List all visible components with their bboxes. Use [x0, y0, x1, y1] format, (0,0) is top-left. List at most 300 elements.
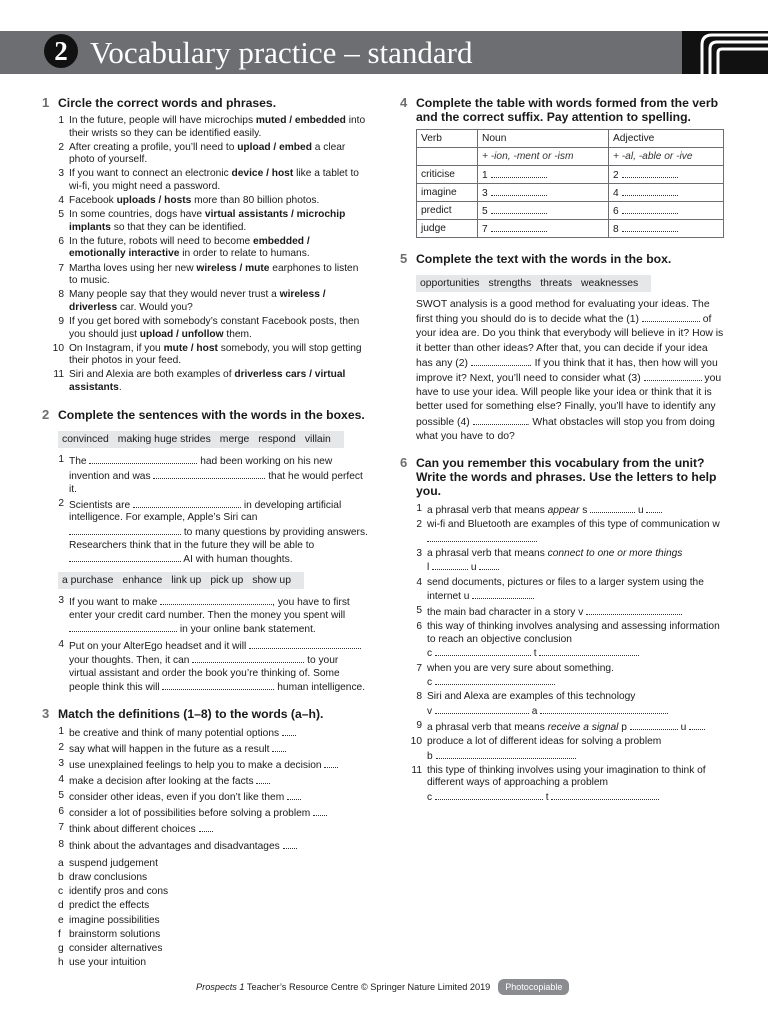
item-text: [69, 289, 368, 314]
text-segment: p: [618, 721, 630, 733]
text-segment: like a tablet to wi-fi, you might need a password.: [69, 168, 359, 192]
answer-choice: wireless / mute: [196, 262, 270, 274]
adjective-cell: [609, 202, 724, 220]
text-segment: to your virtual assistant and order the book you’re thinking of. Some people think this will: [69, 655, 340, 694]
box-word: a purchase: [62, 575, 114, 587]
answer-blank: [160, 595, 272, 605]
item-text: [69, 915, 368, 928]
answer-blank: [436, 749, 576, 759]
word-formation-table: [416, 129, 724, 238]
text-segment: The: [69, 456, 90, 468]
item-number: b: [58, 872, 64, 884]
definition-item: [42, 822, 368, 837]
answer-blank: [551, 790, 659, 800]
text-segment: Many people say that they would never trust a: [69, 289, 280, 301]
answer-blank: [540, 704, 668, 714]
item-text: [69, 758, 368, 773]
box-word: threats: [540, 278, 573, 289]
answer-blank: [282, 726, 296, 736]
text-segment: 1: [482, 170, 491, 181]
item-text: [69, 236, 368, 261]
verb-cell: predict: [417, 202, 478, 220]
answer-blank: [435, 704, 529, 714]
answer-choice: embedded / emotionally interactive: [69, 235, 310, 260]
list-item: [42, 115, 368, 140]
item-number: c: [58, 886, 64, 898]
text-segment: predict the effects: [69, 900, 150, 912]
list-item: [400, 605, 726, 620]
text-segment: c: [427, 648, 435, 660]
box-word: convinced: [62, 434, 109, 446]
answer-blank: [133, 498, 241, 508]
noun-cell: [478, 220, 609, 238]
exercise-number: 2: [42, 407, 50, 423]
answer-choice: uploads / hosts: [116, 195, 192, 207]
answer-blank: [646, 503, 662, 513]
item-line: [427, 663, 726, 676]
box-word: pick up: [210, 575, 244, 587]
exercise-number: 6: [400, 455, 408, 471]
list-item: [400, 548, 726, 575]
item-number: 4: [58, 638, 64, 650]
text-segment: u: [635, 505, 647, 517]
item-number: a: [58, 858, 64, 870]
table-hint: + -ion, -ment or -ism: [478, 148, 609, 166]
answer-blank: [586, 605, 682, 615]
item-number: 5: [58, 209, 64, 221]
item-number: 11: [53, 369, 64, 381]
text-segment: On Instagram, if you: [69, 342, 164, 354]
definition-list: [42, 726, 368, 853]
text-segment: wi-fi and Bluetooth are examples of this type of communication w: [427, 519, 720, 531]
answer-blank: [162, 680, 274, 690]
item-line: [427, 519, 726, 546]
text-segment: send documents, pictures or files to a larger system using the internet u: [427, 576, 704, 603]
item-text: [69, 726, 368, 741]
definition-item: [42, 742, 368, 757]
answer-blank: [435, 646, 531, 656]
list-item: [400, 577, 726, 604]
list-item: [42, 168, 368, 193]
box-word: respond: [258, 434, 296, 446]
word-item: [42, 957, 368, 970]
noun-cell: [478, 202, 609, 220]
list-item: [400, 663, 726, 690]
exercise-instruction: Match the definitions (1–8) to the words (a–h).: [58, 706, 324, 721]
item-line: [427, 503, 726, 518]
item-number: 8: [58, 289, 64, 301]
text-segment: use unexplained feelings to help you to make a decision: [69, 760, 325, 772]
item-text: [69, 454, 368, 496]
text-segment: you have to use your idea. Will people like your idea or think that it is better used for something else? Finally, you’ll have to identify any possible (4): [416, 373, 722, 428]
page-header: [0, 31, 768, 74]
list-item: [42, 639, 368, 695]
text-segment: If you want to connect an electronic: [69, 168, 232, 180]
definition-item: [42, 758, 368, 773]
text-segment: make a decision after looking at the facts: [69, 776, 257, 788]
word-item: [42, 943, 368, 956]
item-text: [427, 503, 726, 518]
answer-blank: [622, 204, 678, 214]
left-column: [42, 96, 368, 979]
word-item: [42, 886, 368, 899]
answer-blank: [287, 790, 301, 800]
item-number: 7: [416, 662, 422, 674]
text-segment: 3: [482, 188, 491, 199]
answer-blank: [473, 415, 527, 425]
answer-blank: [199, 822, 213, 832]
item-text: [427, 663, 726, 690]
box-word: weaknesses: [581, 278, 639, 289]
word-item: [42, 872, 368, 885]
text-segment: 6: [613, 206, 622, 217]
word-item: [42, 900, 368, 913]
box-word: strengths: [488, 278, 532, 289]
answer-choice: virtual assistants / microchip implants: [69, 209, 346, 233]
text-segment: brainstorm solutions: [69, 928, 161, 940]
item-number: 4: [416, 576, 422, 588]
table-body: [417, 166, 724, 238]
right-column: [400, 96, 726, 815]
answer-blank: [471, 356, 529, 366]
item-number: 2: [58, 497, 64, 509]
item-text: [69, 343, 368, 368]
word-box-1: [58, 431, 344, 448]
answer-blank: [491, 168, 547, 178]
item-text: [69, 639, 368, 695]
item-text: [427, 548, 726, 575]
answer-choice: upload / embed: [237, 141, 312, 153]
answer-blank: [644, 371, 702, 381]
text-segment: 8: [613, 224, 622, 235]
answer-blank: [256, 774, 270, 784]
item-line: [427, 646, 726, 661]
item-text: [427, 519, 726, 546]
item-line: [427, 736, 726, 749]
book-title: Prospects 1: [196, 982, 245, 992]
answer-choice: driverless cars / virtual assistants: [69, 369, 346, 393]
list-item: [42, 454, 368, 496]
list-item: [42, 369, 368, 394]
text-segment: a phrasal verb that means: [427, 721, 548, 733]
text-segment: be creative and think of many potential options: [69, 727, 282, 739]
exercise-instruction: Complete the sentences with the words in the boxes.: [58, 408, 365, 423]
text-segment: say what will happen in the future as a result: [69, 743, 273, 755]
adjective-cell: [609, 184, 724, 202]
text-segment: Martha loves using her new: [69, 262, 197, 274]
item-line: [427, 749, 726, 764]
verb-cell: judge: [417, 220, 478, 238]
text-segment: them.: [223, 328, 252, 340]
adjective-cell: [609, 166, 724, 184]
text-segment: a phrasal verb that means: [427, 547, 548, 559]
text-segment: imagine possibilities: [69, 914, 160, 926]
item-number: f: [58, 928, 61, 940]
item-line: [427, 765, 726, 790]
table-hint: [417, 148, 478, 166]
photocopiable-badge: Photocopiable: [498, 979, 569, 995]
answer-blank: [69, 525, 181, 535]
item-number: 1: [58, 454, 64, 466]
text-segment: this way of thinking involves analysing and assessing information to reach an objective conclusion: [427, 621, 720, 645]
exercise-instruction: Can you remember this vocabulary from the unit? Write the words and phrases. Use the letters to help you.: [416, 456, 717, 499]
item-number: g: [58, 942, 64, 954]
text-segment: In the future, people will have microchips: [69, 115, 256, 126]
text-segment: in order to relate to humans.: [179, 248, 310, 260]
answer-blank: [435, 790, 543, 800]
item-line: [427, 577, 726, 604]
text-segment: In the future, robots will need to become: [69, 235, 254, 247]
text-segment: human intelligence.: [274, 682, 366, 694]
box-word: opportunities: [420, 278, 480, 289]
item-text: [69, 790, 368, 805]
word-item: [42, 929, 368, 942]
text-segment: to many questions by providing answers. Researchers think that in the future they will be able to: [69, 526, 368, 551]
text-segment: Put on your AlterEgo headset and it will: [69, 640, 250, 652]
text-segment: earphones to listen to music.: [69, 262, 359, 287]
list-item: [400, 691, 726, 718]
item-text: [69, 142, 368, 167]
swot-text: [416, 298, 726, 444]
text-segment: Scientists are: [69, 499, 133, 511]
answer-blank: [539, 646, 639, 656]
list-item: [42, 289, 368, 314]
list-item: [400, 621, 726, 661]
item-number: 3: [416, 547, 422, 559]
box-word: making huge strides: [117, 434, 211, 446]
item-text: [69, 839, 368, 854]
text-segment: 4: [613, 188, 622, 199]
text-segment: c: [427, 677, 435, 689]
item-number: 2: [58, 741, 64, 753]
item-number: 2: [58, 141, 64, 153]
item-line: [427, 720, 726, 735]
item-number: 4: [58, 195, 64, 207]
item-text: [427, 736, 726, 763]
definition-item: [42, 726, 368, 741]
adjective-cell: [609, 220, 724, 238]
text-segment: a: [528, 705, 541, 717]
list-item: [400, 765, 726, 805]
item-number: 8: [416, 691, 422, 703]
text-segment: car. Would you?: [117, 301, 193, 313]
item-number: 10: [410, 736, 422, 748]
item-text: [69, 369, 368, 394]
text-segment: produce a lot of different ideas for solving a problem: [427, 736, 662, 748]
answer-blank: [479, 560, 499, 570]
answer-blank: [472, 589, 534, 599]
text-segment: l: [427, 562, 433, 574]
word-list: [42, 858, 368, 969]
text-segment: b: [427, 750, 436, 762]
text-segment: consider other ideas, even if you don’t like them: [69, 792, 288, 804]
list-item: [400, 519, 726, 546]
item-number: 7: [58, 822, 64, 834]
item-number: 11: [411, 764, 422, 776]
list-item: [400, 720, 726, 735]
table-header: Noun: [478, 130, 609, 148]
text-segment: think about the advantages and disadvantages: [69, 840, 283, 852]
text-segment: 5: [482, 206, 491, 217]
text-segment: identify pros and cons: [69, 886, 169, 898]
answer-blank: [283, 839, 297, 849]
text-segment: In some countries, dogs have: [69, 209, 205, 221]
text-segment: Siri and Alexa are examples of this technology: [427, 691, 636, 703]
item-text: [69, 595, 368, 637]
answer-blank: [324, 758, 338, 768]
item-number: 9: [416, 719, 422, 731]
exercise-6-items: [400, 503, 726, 804]
item-text: [427, 691, 726, 718]
item-number: 7: [58, 262, 64, 274]
text-segment: a clear photo of yourself.: [69, 141, 346, 166]
item-number: d: [58, 900, 64, 912]
table-header-row: [417, 130, 724, 148]
answer-choice: upload / unfollow: [139, 328, 224, 340]
exercise-instruction: Circle the correct words and phrases.: [58, 96, 277, 110]
unit-number: 2: [44, 34, 78, 68]
page-footer: [196, 979, 569, 995]
item-line: [427, 621, 726, 646]
item-number: 3: [58, 168, 64, 180]
item-number: 6: [58, 235, 64, 247]
answer-blank: [313, 806, 327, 816]
item-number: 1: [58, 725, 64, 737]
exercise-1-items: [42, 115, 368, 394]
answer-blank: [642, 312, 700, 322]
list-item: [42, 195, 368, 208]
item-text: [69, 872, 368, 885]
item-number: 9: [58, 315, 64, 327]
exercise-number: 5: [400, 251, 408, 266]
answer-blank: [153, 469, 265, 479]
item-number: 10: [52, 342, 64, 354]
exercise-2-items-a: [42, 454, 368, 566]
text-segment: 7: [482, 224, 491, 235]
text-segment: when you are very sure about something.: [427, 662, 614, 674]
text-segment: of your idea are. Do you think that everybody will believe in it? How is it better than other ideas? After that, you can decide if your idea has any (2): [416, 314, 724, 369]
text-segment: in your online bank statement.: [177, 624, 316, 636]
item-text: [427, 765, 726, 805]
text-segment: .: [118, 381, 122, 393]
item-line: [427, 691, 726, 704]
list-item: [42, 142, 368, 167]
answer-blank: [69, 552, 181, 562]
text-segment: SWOT analysis is a good method for evaluating your ideas. The first thing you should do is to decide what the (1): [416, 299, 710, 326]
list-item: [42, 595, 368, 637]
box-word: show up: [252, 575, 291, 587]
item-line: [427, 548, 726, 561]
item-line: [427, 704, 726, 719]
answer-blank: [622, 186, 678, 196]
answer-blank: [630, 720, 678, 730]
text-segment: had been working on his new invention and was: [69, 456, 333, 483]
exercise-5: [400, 252, 726, 444]
item-number: 3: [58, 595, 64, 607]
text-segment: think about different choices: [69, 824, 199, 836]
item-number: 4: [58, 774, 64, 786]
answer-choice: muted / embedded: [255, 115, 346, 126]
box-word: villain: [304, 434, 331, 446]
text-segment: , you have to first enter your credit card number. Then the money you spent will: [69, 597, 350, 621]
item-line: [427, 790, 726, 805]
item-text: [69, 742, 368, 757]
item-text: [69, 115, 368, 140]
item-number: 6: [416, 621, 422, 633]
answer-blank: [491, 186, 547, 196]
item-number: 1: [58, 115, 64, 126]
list-item: [42, 316, 368, 341]
exercise-instruction: Complete the text with the words in the box.: [416, 252, 672, 266]
item-text: [69, 316, 368, 341]
item-text: [427, 605, 726, 620]
corner-decoration: [682, 31, 768, 74]
item-number: 1: [416, 503, 422, 515]
item-text: [69, 822, 368, 837]
exercise-instruction: Complete the table with words formed from the verb and the correct suffix. Pay attention to spelling.: [416, 96, 719, 124]
exercise-3: [42, 707, 368, 970]
answer-blank: [622, 222, 678, 232]
list-item: [42, 343, 368, 368]
exercise-1: [42, 96, 368, 394]
table-row: [417, 202, 724, 220]
definition-item: [42, 774, 368, 789]
answer-blank: [427, 532, 537, 542]
item-text: [427, 621, 726, 661]
answer-blank: [89, 454, 197, 464]
verb-cell: imagine: [417, 184, 478, 202]
word-box-2: [58, 572, 304, 589]
exercise-number: 3: [42, 705, 50, 721]
verb-cell: criticise: [417, 166, 478, 184]
answer-blank: [192, 653, 304, 663]
text-segment: s: [579, 505, 591, 517]
item-text: [69, 209, 368, 234]
text-segment: in developing artificial intelligence. For example, Apple’s Siri can: [69, 499, 342, 524]
definition-item: [42, 790, 368, 805]
box-word: link up: [171, 575, 202, 587]
text-segment: AI with human thoughts.: [181, 554, 293, 566]
list-item: [400, 503, 726, 518]
answer-choice: wireless / driverless: [69, 289, 326, 313]
text-segment: into their wrists so they can be identified easily.: [69, 115, 366, 139]
answer-blank: [590, 503, 635, 513]
list-item: [42, 209, 368, 234]
table-hint-row: [417, 148, 724, 166]
item-text: [69, 900, 368, 913]
answer-blank: [435, 675, 555, 685]
noun-cell: [478, 166, 609, 184]
text-segment: . If you think that it has, then how will you improve it? Next, you’ll need to consider what (3): [416, 357, 718, 385]
answer-choice: mute / host: [163, 342, 218, 354]
answer-choice: device / host: [231, 168, 294, 180]
text-segment: appear: [547, 505, 580, 517]
list-item: [42, 263, 368, 288]
item-text: [427, 577, 726, 604]
text-segment: If you want to make: [69, 597, 161, 609]
text-segment: receive a signal: [547, 721, 619, 733]
text-segment: c: [427, 791, 435, 803]
text-segment: If you get bored with somebody’s constant Facebook posts, then you should just: [69, 315, 360, 340]
exercise-4: [400, 96, 726, 238]
item-text: [69, 957, 368, 970]
exercise-6: [400, 456, 726, 804]
item-number: h: [58, 956, 64, 968]
text-segment: u: [468, 562, 480, 574]
text-segment: a phrasal verb that means: [427, 505, 548, 517]
table-header: Adjective: [609, 130, 724, 148]
item-number: e: [58, 914, 64, 926]
